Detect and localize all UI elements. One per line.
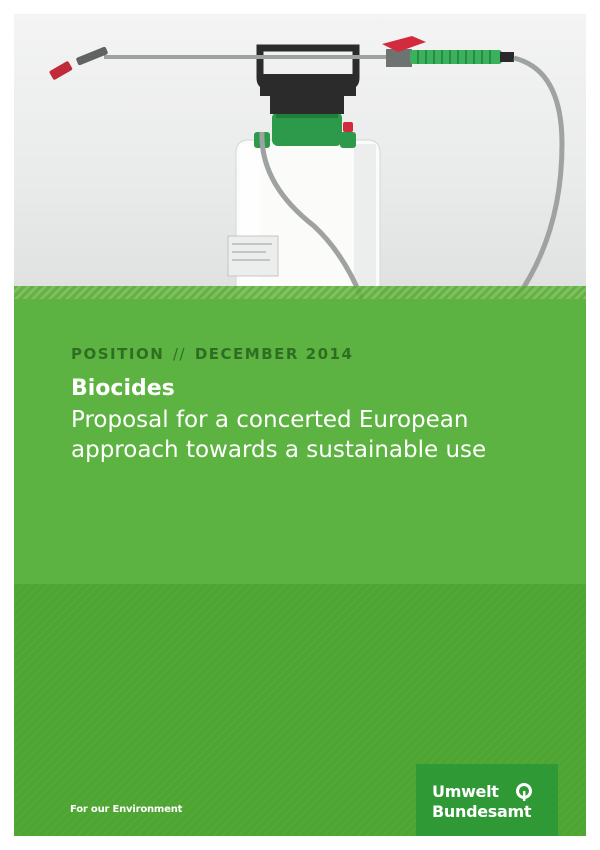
tagline: For our Environment bbox=[70, 804, 183, 815]
publication-date: DECEMBER 2014 bbox=[194, 345, 354, 363]
tree-icon bbox=[514, 782, 534, 802]
separator: // bbox=[172, 345, 187, 363]
logo-line-1: Umwelt bbox=[432, 782, 499, 801]
pressure-sprayer-photo bbox=[14, 14, 586, 299]
cover-photo bbox=[14, 14, 586, 299]
document-type-date bbox=[71, 345, 353, 363]
logo-line-2: Bundesamt bbox=[432, 802, 532, 821]
document-cover bbox=[14, 14, 586, 836]
document-title: Biocides bbox=[71, 376, 175, 401]
document-subtitle: Proposal for a concerted European approach towards a sustainable use bbox=[71, 407, 487, 463]
document-type: POSITION bbox=[71, 345, 165, 363]
uba-logo bbox=[416, 764, 558, 836]
